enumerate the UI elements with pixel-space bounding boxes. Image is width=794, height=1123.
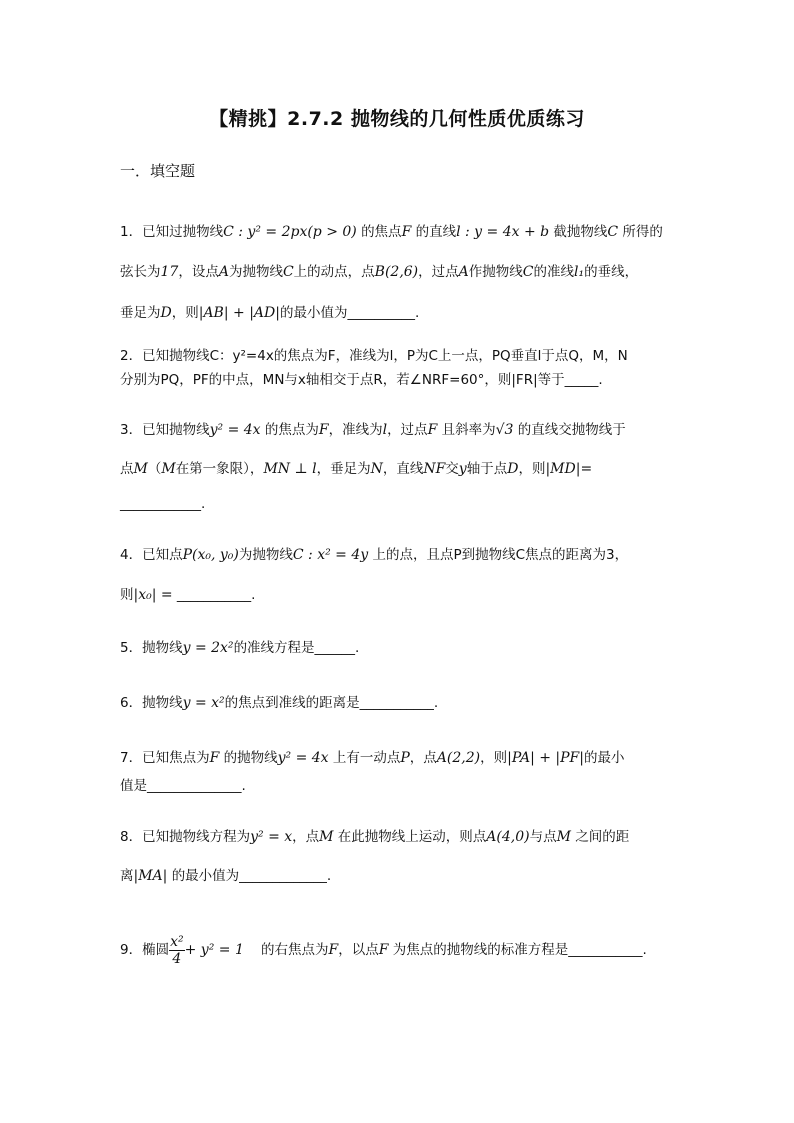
math-expression: + y² = 1: [184, 942, 244, 958]
math-expression: √3: [495, 422, 514, 438]
math-expression: |MD|=: [545, 461, 593, 477]
math-number: 17: [160, 264, 179, 280]
question-4-line-1: 4．已知点P(x₀, y₀)为抛物线C : x² = 4y 上的点，且点P到抛物线C焦点的距离为3，: [120, 547, 629, 563]
question-1-line-2: 弦长为17，设点A为抛物线C上的动点，点B(2,6)，过点A作抛物线C的准线l₁的垂线，: [120, 264, 639, 280]
question-8-line-1: 8．已知抛物线方程为y² = x，点M 在此抛物线上运动，则点A(4,0)与点M 之间的距: [120, 829, 630, 845]
question-5-line-1: 5．抛物线y = 2x²的准线方程是______.: [120, 640, 360, 656]
math-symbol: y: [458, 461, 467, 477]
math-symbol: C: [282, 264, 294, 280]
math-symbol: M: [319, 829, 334, 845]
math-expression: |PA| + |PF|: [507, 750, 584, 766]
math-symbol: NF: [423, 461, 446, 477]
question-1-line-3: 垂足为D，则|AB| + |AD|的最小值为__________.: [120, 305, 420, 321]
page-title: 【精挑】2.7.2 抛物线的几何性质优质练习: [209, 108, 585, 130]
question-7-line-1: 7．已知焦点为F 的抛物线y² = 4x 上有一动点P，点A(2,2)，则|PA| + |PF|的最小: [120, 750, 625, 766]
math-symbol: C: [522, 264, 534, 280]
question-3-line-3: ____________.: [120, 496, 206, 512]
math-expression: y² = x: [250, 829, 293, 845]
math-symbol: l: [382, 422, 388, 438]
math-expression: l : y = 4x + b: [456, 224, 550, 240]
math-symbol: M: [133, 461, 148, 477]
math-symbol: F: [318, 422, 329, 438]
math-expression: y² = 4x: [277, 750, 329, 766]
question-4-line-2: 则|x₀| = ___________.: [120, 587, 256, 603]
math-symbol: D: [507, 461, 519, 477]
math-symbol: F: [209, 750, 220, 766]
math-expression: y = x²: [182, 695, 225, 711]
math-symbol: M: [161, 461, 176, 477]
math-symbol: F: [427, 422, 438, 438]
math-symbol: C: [607, 224, 619, 240]
math-expression: MN ⊥ l: [263, 461, 317, 477]
math-symbol: A: [218, 264, 229, 280]
math-expression: y = 2x²: [182, 640, 234, 656]
question-2-line-2: 分别为PQ，PF的中点，MN与x轴相交于点R，若∠NRF=60°，则|FR|等于_____.: [120, 372, 603, 388]
question-7-line-2: 值是______________.: [120, 778, 246, 794]
question-3-line-2: 点M（M在第一象限），MN ⊥ l，垂足为N，直线NF交y轴于点D，则|MD|=: [120, 461, 593, 477]
question-1-line-1: 1．已知过抛物线C : y² = 2px(p > 0) 的焦点F 的直线l : y = 4x + b 截抛物线C 所得的: [120, 224, 663, 240]
question-8-line-2: 离|MA| 的最小值为_____________.: [120, 868, 332, 884]
math-symbol: M: [556, 829, 571, 845]
math-expression: |AB| + |AD|: [198, 305, 280, 321]
math-symbol: F: [378, 942, 389, 958]
math-expression: A(4,0): [486, 829, 530, 845]
math-expression: C : y² = 2px(p > 0): [223, 224, 357, 240]
math-symbol: l₁: [574, 264, 585, 280]
math-fraction: $\frac{\text{x²}}{4}$: [170, 933, 184, 967]
math-expression: A(2,2): [436, 750, 481, 766]
question-2-line-1: 2．已知抛物线C：y²=4x的焦点为F，准线为l，P为C上一点，PQ垂直l于点Q，M，N: [120, 348, 628, 364]
math-expression: |MA|: [133, 868, 168, 884]
math-symbol: F: [401, 224, 412, 240]
question-9-line-1: 9．椭圆 $\frac{\text{x²}}{4}$ + y² = 1 的右焦点为F，以点F 为焦点的抛物线的标准方程是___________.: [120, 933, 647, 967]
math-symbol: D: [160, 305, 172, 321]
math-symbol: N: [370, 461, 383, 477]
math-symbol: P: [400, 750, 410, 766]
math-symbol: F: [328, 942, 339, 958]
math-expression: |x₀| =: [133, 587, 173, 603]
math-expression: B(2,6): [374, 264, 419, 280]
math-expression: P(x₀, y₀): [182, 547, 239, 563]
math-expression: C : x² = 4y: [292, 547, 369, 563]
question-6-line-1: 6．抛物线y = x²的焦点到准线的距离是___________.: [120, 695, 439, 711]
math-expression: y² = 4x: [209, 422, 261, 438]
question-3-line-1: 3．已知抛物线y² = 4x 的焦点为F，准线为l，过点F 且斜率为√3 的直线交抛物线于: [120, 422, 626, 438]
math-symbol: A: [458, 264, 469, 280]
section-heading: 一．填空题: [120, 162, 196, 180]
